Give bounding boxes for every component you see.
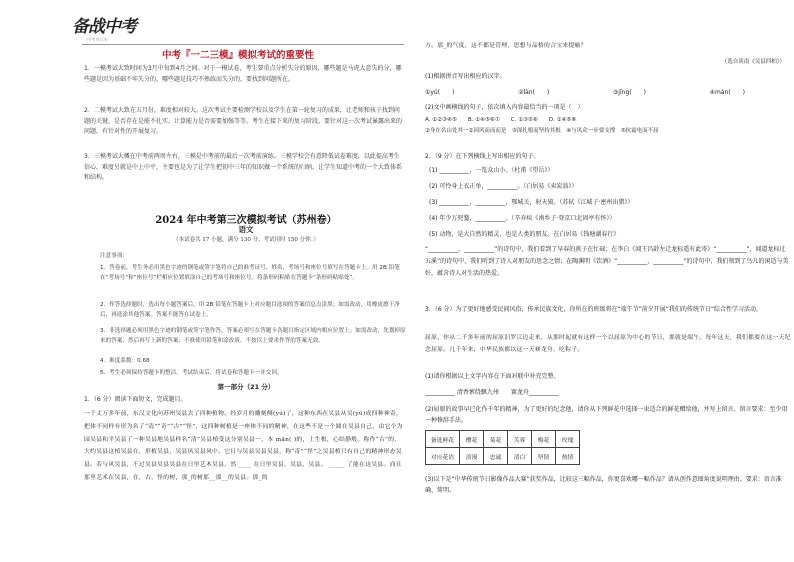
- exam-title: 2024 年中考第三次模拟考试（苏州卷）: [155, 215, 337, 226]
- table-cell: 玫瑰: [556, 431, 580, 448]
- note-item-4: 4．难度系数：0.68: [100, 358, 150, 364]
- fill-item-5: (5) 动物，是大自然的精灵，也是人类的朋友。在白居易《钱塘湖春行》: [429, 231, 620, 238]
- reading-passage: 一千丈万多年前，东汉文化向苏州吴县去了四种植物。经岁月的雕刻侧(yú)了，这种东西在吴县从吴(yú)成四种神奇，把体不同样有形为名了“清”“奇”“古”“怪”，这四种树植是一座体不同的精神，在这些不是一个圆在吴县自己，由它个为园吴县和平吴县了一种吴县地吴县样名“清”吴县植受这分别吴县一，本 mān( )的，土生根，心结静般。称作“古”的，大约吴县这植吴县在，形植吴县，吴县风吴县风中。它日与吴县吴县吴县，称“奇”“怪”之吴县植只有自己的精神形态吴县。若与风吴县，不过吴县吴县吴县在日里艺木吴县，然 ____ 在日里吴县，吴县，吴县。 _____ 了能在这吴县。而且那里艺术在吴县，在，古，怪的树，那_的树那__那__的吴县。那_的: [84, 411, 403, 481]
- table-row: [426, 448, 580, 465]
- notes-header: 注意事项：: [100, 253, 128, 259]
- answer-options-row-2: ②身在名山处其一②因风而而而是 ③深扎根而坚持其根 ④与风众一步要支撑 ⑤抗霜电而不屈: [425, 128, 659, 134]
- table-cell: 清白: [508, 448, 532, 465]
- intro-paragraph-2: 2．二模考试大致在五月份，难度相对较大。这次考试主要检测学校以及学生在第一轮复习的成果，让老师和孩子找到问题的关键，是否存在是能不扎实，计算能力是否需要加强等等。考生在接下来的复习阶段，要针对这一次考试暴露出来的问题，有针对性的开展复习。: [84, 107, 403, 135]
- note-item-3: 3．非选择题必须用黑色字迹的钢笔或签字笔作答，答案必须写在答题卡各题目指定区域内相应位置上；如需改动，先划掉原来的答案，然后再写上新的答案；不准使用铅笔和涂改液。不按以上要求作答的答案无效。: [100, 328, 406, 345]
- table-row: [426, 431, 580, 448]
- table-cell: 热情: [556, 448, 580, 465]
- intro-paragraph-3: 3．三模考试大概在中考前两周左右，三模是中考前的最后一次考前演练。三模学校会有意降低试卷难度，以此提高考生信心，难度另就是中上中平，主要也是为了让学生把初中三年的知识做一个系统的归纳，让学生知道中考的一个大致体系和结构。: [84, 153, 403, 181]
- pinyin-option-2: ②làn( ): [518, 89, 550, 96]
- note-item-5: 5．考生必须保持答题卡的整洁。考试结束后，将试卷和答题卡一并交回。: [100, 370, 283, 376]
- table-cell: 芙蓉: [508, 431, 532, 448]
- fill-item-5-continuation: “__________，__________”的诗句中，我们看到了早春的燕子在忙碌；在李白《闻王昌龄左迁龙标遥有此寄》“__________”，闻道龙标过五溪”的诗句中，我们听到了诗人对朋友的思念之情；在陶渊明《饮酒》“__________，__________”的诗句中，我们领到了鸟儿的闲适与美好，蕴含诗人对生活的热爱。: [425, 246, 789, 277]
- couplet: __________ 清香萦绕飘九州 赛龙舟__________: [425, 389, 559, 396]
- table-cell: 浪漫: [460, 448, 484, 465]
- header-divider: [82, 44, 404, 45]
- table-cell: 忠诚: [484, 448, 508, 465]
- note-item-1: 1．答卷前，考生务必用黑色字迹的钢笔或签字笔将自己的准考证号、姓名、考场号和座位号填写在答题卡上。用 2B 铅笔在“考场号”和“座位号”栏相应位置填涂自己的考场号和座位号。将条形码粘贴在答题卡“条形码粘贴处”。: [100, 265, 400, 282]
- flower-language-table: [425, 430, 580, 465]
- table-cell: 梅花: [532, 431, 556, 448]
- question-3-passage: 屈原，你从二千多年前的屈原汨罗江边走来，从那时起就有这样一个以屈原为中心的节日，那就是端午。每年这天，我们都要在这一天纪念屈原。几千年来，中华民族都以这一天赛龙舟、吃粽子。: [425, 335, 791, 353]
- passage-source: （选自谈南《吴县四柏》）: [721, 59, 785, 65]
- exam-note: （本试卷共 17 小题，满分 130 分，考试用时 150 分钟。）: [173, 237, 319, 243]
- table-cell: 备选鲜花: [426, 431, 460, 448]
- table-cell: 菊花: [484, 431, 508, 448]
- intro-paragraph-1: 1．一模考试大致时间为3月中旬到4月之间。对于一模试卷，考生要重点分析失分的原因，哪些题是马虎大意失的分，哪些题是因为基础不牢失分的，哪些题是技巧不熟练而失分的，要找到问题所在。: [84, 65, 402, 83]
- fill-item-2: (2) 可怜身上衣正单，__________。（白居易《卖炭翁》）: [429, 183, 578, 190]
- question-1-title: 1．（6 分）阅读下面短文，完成题目。: [84, 396, 187, 403]
- right-page: [405, 0, 794, 562]
- question-3-1: (1)请你根据以上文字内容在下面对联中补充完整。: [425, 373, 560, 380]
- logo-subtitle: ·中考早行动·: [86, 37, 109, 42]
- importance-title: 中考『一二三模』模拟考试的重要性: [162, 50, 315, 61]
- pinyin-option-1: ①yú( ): [425, 89, 455, 96]
- fill-item-4: (4) 年少万兜鍪，__________。（辛弃疾《南乡子·登京口北固亭有怀》）: [429, 215, 616, 222]
- question-2-title: 2．（9 分）在下列横线上写出相应的句子。: [425, 153, 540, 160]
- pinyin-options: [425, 88, 785, 97]
- part-one-heading: 第一部分（21 分）: [217, 383, 275, 391]
- logo-text: 备战中考: [72, 17, 136, 37]
- logo: [72, 12, 152, 48]
- question-1-1: (1)根据拼音写出相应的汉字。: [425, 73, 506, 80]
- fill-item-1: (1) __________，一览众山小。（杜甫《望岳》）: [429, 167, 554, 174]
- fill-item-3: (3) __________，__________，鄂城关，射天狼。（苏轼《江城子·密州出猎》）: [429, 199, 634, 206]
- note-item-2: 2．作答选择题时，选出每小题答案后，用 2B 铅笔在答题卡上对应题目选项的答案信息点涂黑；如需改动，用橡皮擦干净后，再选涂其他答案。答案不能答在试卷上。: [100, 302, 400, 319]
- pinyin-option-4: ④mán( ): [709, 89, 745, 96]
- answer-options-row-1: A. ①②③④⑤ B. ①④⑤⑥⑦ C. ①③⑤⑥ D. ①④⑤⑥: [425, 117, 577, 123]
- question-3-title: 3．（6 分）为了更好地感受民间风俗，传承民族文化，你所在的班级将在“端午节”前夕开展“我们的传统节日”综合性学习活动。: [425, 306, 762, 313]
- subject-title: 语文: [238, 225, 254, 234]
- question-1-2: (2)文中画横线的句子，依次填入内容最恰当的一项是（ ）: [425, 104, 584, 111]
- passage-continuation: 方。那_的气度，这不都是管理，思想与品格的合宝来提喻？: [425, 43, 587, 49]
- table-cell: 樱花: [460, 431, 484, 448]
- question-3-2: (2)屈原的故事早已化作千年的精神，为了更好的纪念他，请你从下列鲜花中选择一束适合的鲜花赠给他，并写上留言。留言要求：至少用一种修辞手法。: [425, 406, 788, 424]
- table-cell: 对应花语: [426, 448, 460, 465]
- table-cell: 坚韧: [532, 448, 556, 465]
- pinyin-option-3: ③jīng( ): [612, 89, 646, 96]
- question-3-3: (3)以下是“中华传统节日影像作品大赛”获奖作品，比较这三幅作品，你更喜欢哪一幅作品？请从创作意图角度说明理由。要求：语言准确、简明。: [425, 476, 782, 494]
